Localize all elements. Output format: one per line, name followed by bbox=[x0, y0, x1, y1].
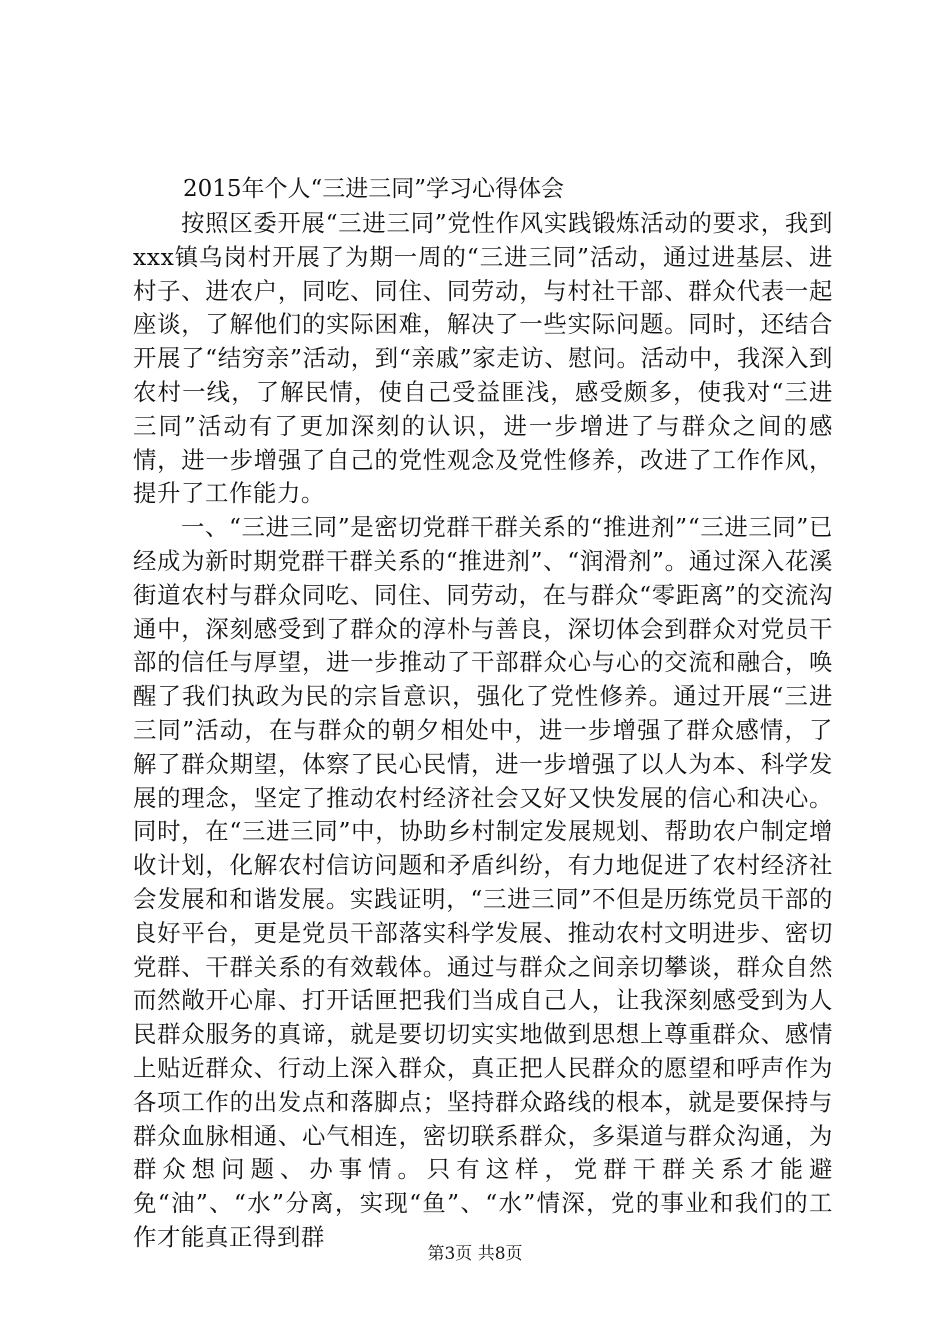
page-number-footer: 第3页 共8页 bbox=[427, 1244, 523, 1264]
paragraph-section-one: 一、“三进三同”是密切党群干群关系的“推进剂”“三进三同”已经成为新时期党群干群关系的“推进剂”、“润滑剂”。通过深入花溪街道农村与群众同吃、同住、同劳动，在与群众“零距离”的交流沟通中，深刻感受到了群众的淳朴与善良，深切体会到群众对党员干部的信任与厚望，进一步推动了干部群众心与心的交流和融合，唤醒了我们执政为民的宗旨意识，强化了党性修养。通过开展“三进三同”活动，在与群众的朝夕相处中，进一步增强了群众感情，了解了群众期望，体察了民心民情，进一步增强了以人为本、科学发展的理念，坚定了推动农村经济社会又好又快发展的信心和决心。同时，在“三进三同”中，协助乡村制定发展规划、帮助农户制定增收计划，化解农村信访问题和矛盾纠纷，有力地促进了农村经济社会发展和和谐发展。实践证明，“三进三同”不但是历练党员干部的良好平台，更是党员干部落实科学发展、推动农村文明进步、密切党群、干群关系的有效载体。通过与群众之间亲切攀谈，群众自然而然敞开心扉、打开话匣把我们当成自己人，让我深刻感受到为人民群众服务的真谛，就是要切切实实地做到思想上尊重群众、感情上贴近群众、行动上深入群众，真正把人民群众的愿望和呼声作为各项工作的出发点和落脚点；坚持群众路线的根本，就是要保持与群众血脉相通、心气相连，密切联系群众，多渠道与群众沟通，为群众想问题、办事情。只有这样，党群干群关系才能避免“油”、“水”分离，实现“鱼”、“水”情深，党的事业和我们的工作才能真正得到群 bbox=[133, 513, 833, 1251]
document-body bbox=[133, 172, 833, 1255]
document-title: 2015年个人“三进三同”学习心得体会 bbox=[183, 176, 565, 202]
paragraph-intro: 按照区委开展“三进三同”党性作风实践锻炼活动的要求，我到xxx镇乌岗村开展了为期一周的“三进三同”活动，通过进基层、进村子、进农户，同吃、同住、同劳动，与村社干部、群众代表一起座谈，了解他们的实际困难，解决了一些实际问题。同时，还结合开展了“结穷亲”活动，到“亲戚”家走访、慰问。活动中，我深入到农村一线，了解民情，使自己受益匪浅，感受颇多，使我对“三进三同”活动有了更加深刻的认识，进一步增进了与群众之间的感情，进一步增强了自己的党性观念及党性修养，改进了工作作风，提升了工作能力。 bbox=[133, 209, 833, 508]
